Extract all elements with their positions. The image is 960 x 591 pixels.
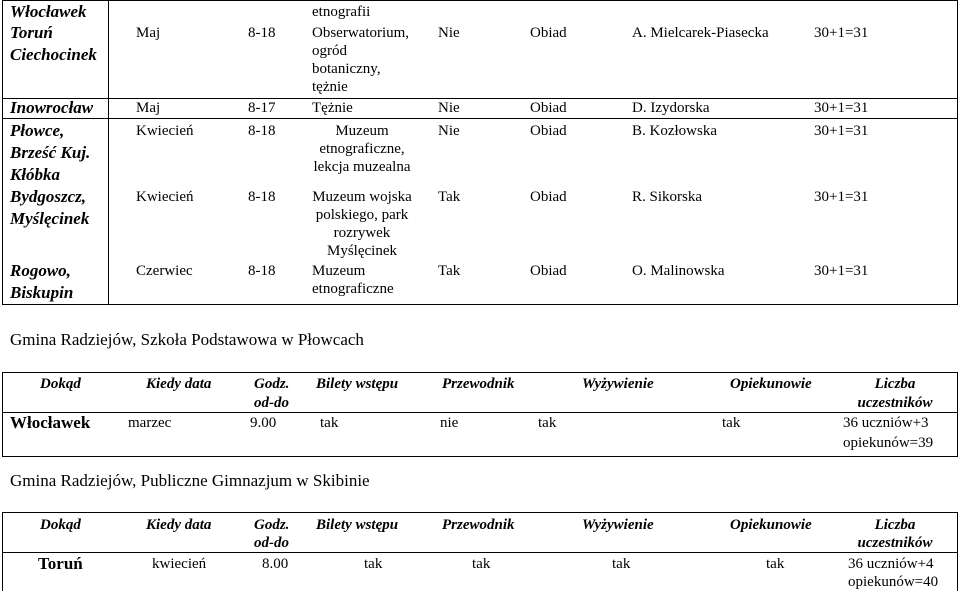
object-cell: Muzeum: [335, 123, 389, 139]
destination-cell: Brześć Kuj.: [10, 143, 91, 162]
date-cell: kwiecień: [152, 556, 207, 572]
table-border: [2, 552, 958, 553]
date-cell: marzec: [128, 415, 172, 431]
column-header: Dokąd: [40, 376, 81, 392]
object-cell: etnograficzne,: [319, 141, 405, 157]
meal-cell: tak: [612, 556, 631, 572]
destination-cell: Bydgoszcz,: [10, 187, 87, 206]
table-border: [957, 512, 958, 591]
hours-cell: 8-18: [248, 25, 276, 41]
guide-cell: tak: [472, 556, 491, 572]
column-header: Dokąd: [40, 517, 81, 533]
meal-cell: Obiad: [530, 123, 567, 139]
column-header: Wyżywienie: [582, 517, 654, 533]
table-border: [2, 118, 958, 119]
object-cell: rozrywek: [333, 225, 391, 241]
month-cell: Maj: [136, 25, 161, 41]
destination-cell: Myślęcinek: [10, 209, 90, 228]
section-title: Gmina Radziejów, Publiczne Gimnazjum w Skibinie: [10, 471, 370, 490]
object-cell: botaniczny,: [312, 61, 381, 77]
column-header: uczestników: [857, 395, 933, 411]
destination-cell: Kłóbka: [10, 165, 61, 184]
guardians-cell: tak: [722, 415, 741, 431]
destination-cell: Płowce,: [10, 121, 65, 140]
object-cell: lekcja muzealna: [313, 159, 411, 175]
hours-cell: 8-18: [248, 123, 276, 139]
column-header: Przewodnik: [442, 517, 515, 533]
meal-cell: Obiad: [530, 189, 567, 205]
table-border: [2, 512, 3, 591]
object-cell: etnograficzne: [312, 281, 394, 297]
month-cell: Czerwiec: [136, 263, 193, 279]
column-header: Bilety wstępu: [316, 376, 399, 392]
destination-cell: Inowrocław: [10, 98, 94, 117]
month-cell: Kwiecień: [136, 123, 194, 139]
column-header: od-do: [254, 535, 289, 551]
column-header: Przewodnik: [442, 376, 515, 392]
table-border: [2, 372, 958, 373]
tickets-cell: Tak: [438, 189, 461, 205]
table-border: [957, 372, 958, 457]
object-cell: Muzeum: [312, 263, 366, 279]
table-border: [2, 512, 958, 513]
tickets-cell: Nie: [438, 25, 460, 41]
guardian-cell: A. Mielcarek-Piasecka: [632, 25, 769, 41]
column-header: Godz.: [254, 517, 290, 533]
hours-cell: 8-17: [248, 100, 276, 116]
tickets-cell: tak: [320, 415, 339, 431]
count-cell: 36 uczniów+3: [843, 415, 929, 431]
object-cell: Obserwatorium,: [312, 25, 410, 41]
column-header: Liczba: [874, 517, 916, 533]
destination-cell: Rogowo,: [10, 261, 71, 280]
destination-cell: Toruń: [38, 554, 83, 573]
column-header: Liczba: [874, 376, 916, 392]
hour-cell: 9.00: [250, 415, 277, 431]
column-header: Opiekunowie: [730, 517, 812, 533]
count-cell: opiekunów=40: [848, 574, 939, 590]
table-border: [957, 0, 958, 305]
count-cell: 30+1=31: [814, 263, 869, 279]
object-cell: tężnie: [312, 79, 348, 95]
hours-cell: 8-18: [248, 189, 276, 205]
table-border: [108, 0, 109, 305]
tickets-cell: Nie: [438, 123, 460, 139]
meal-cell: tak: [538, 415, 557, 431]
table-border: [2, 372, 3, 457]
count-cell: opiekunów=39: [843, 435, 934, 451]
column-header: Godz.: [254, 376, 290, 392]
meal-cell: Obiad: [530, 100, 567, 116]
table-border: [2, 412, 958, 413]
hours-cell: 8-18: [248, 263, 276, 279]
object-cell: Muzeum wojska: [312, 189, 412, 205]
month-cell: Maj: [136, 100, 161, 116]
destination-cell: Toruń: [10, 23, 53, 42]
count-cell: 30+1=31: [814, 189, 869, 205]
table-border: [2, 304, 958, 305]
count-cell: 36 uczniów+4: [848, 556, 934, 572]
column-header: Bilety wstępu: [316, 517, 399, 533]
count-cell: 30+1=31: [814, 123, 869, 139]
column-header: Opiekunowie: [730, 376, 812, 392]
tickets-cell: Tak: [438, 263, 461, 279]
table-border: [2, 0, 3, 305]
column-header: Kiedy data: [146, 517, 212, 533]
object-cell: ogród: [312, 43, 347, 59]
meal-cell: Obiad: [530, 263, 567, 279]
table-border: [2, 0, 958, 1]
object-cell: Tężnie: [312, 100, 353, 116]
table-border: [2, 456, 958, 457]
guardian-cell: D. Izydorska: [632, 100, 710, 116]
section-title: Gmina Radziejów, Szkoła Podstawowa w Płowcach: [10, 330, 364, 349]
object-cell: polskiego, park: [315, 207, 409, 223]
destination-cell: Biskupin: [10, 283, 74, 302]
tickets-cell: tak: [364, 556, 383, 572]
tickets-cell: Nie: [438, 100, 460, 116]
destination-cell: Włocławek: [10, 2, 87, 21]
hour-cell: 8.00: [262, 556, 289, 572]
guardian-cell: O. Malinowska: [632, 263, 725, 279]
column-header: od-do: [254, 395, 289, 411]
destination-cell: Włocławek: [10, 413, 91, 432]
column-header: Kiedy data: [146, 376, 212, 392]
guardians-cell: tak: [766, 556, 785, 572]
guardian-cell: B. Kozłowska: [632, 123, 717, 139]
object-cell: Myślęcinek: [327, 243, 397, 259]
guardian-cell: R. Sikorska: [632, 189, 703, 205]
column-header: Wyżywienie: [582, 376, 654, 392]
guide-cell: nie: [440, 415, 459, 431]
count-cell: 30+1=31: [814, 25, 869, 41]
column-header: uczestników: [857, 535, 933, 551]
object-cell: etnografii: [312, 4, 371, 20]
count-cell: 30+1=31: [814, 100, 869, 116]
meal-cell: Obiad: [530, 25, 567, 41]
destination-cell: Ciechocinek: [10, 45, 97, 64]
month-cell: Kwiecień: [136, 189, 194, 205]
